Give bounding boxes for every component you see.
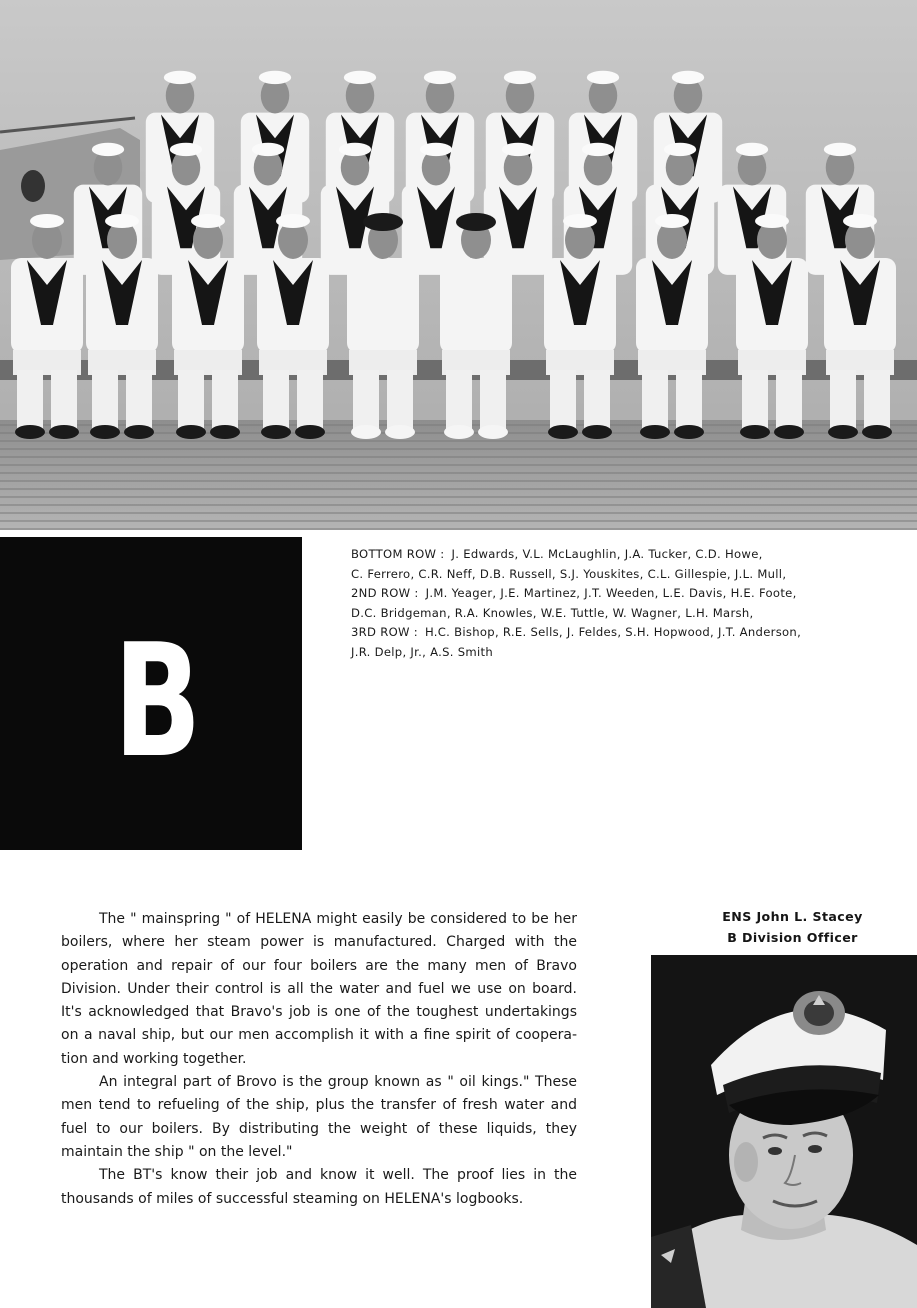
cap-badge-icon — [793, 991, 845, 1035]
shoe — [124, 425, 154, 439]
dixie-cup-hat — [170, 143, 202, 156]
row-names: J.R. Delp, Jr., A.S. Smith — [351, 644, 494, 659]
division-description — [61, 908, 577, 1211]
trouser-leg — [51, 370, 77, 430]
dixie-cup-hat — [504, 71, 536, 84]
dixie-cup-hat — [824, 143, 856, 156]
officer-portrait — [651, 955, 917, 1308]
officer-name: ENS John L. Stacey — [722, 909, 863, 924]
row-label: 2ND ROW : — [351, 586, 419, 601]
officer-portrait-drawing — [651, 955, 917, 1308]
dixie-cup-hat — [843, 214, 877, 228]
dixie-cup-hat — [105, 214, 139, 228]
dixie-cup-hat — [587, 71, 619, 84]
shoe — [385, 425, 415, 439]
trouser-leg — [446, 370, 472, 430]
white-jumper — [347, 258, 419, 353]
shoe — [548, 425, 578, 439]
trouser-leg — [387, 370, 413, 430]
dixie-cup-hat — [755, 214, 789, 228]
officer-cap — [456, 213, 496, 231]
dixie-cup-hat — [164, 71, 196, 84]
trouser-leg — [92, 370, 118, 430]
division-group-photo — [0, 0, 917, 530]
shoe — [261, 425, 291, 439]
trouser-leg — [17, 370, 43, 430]
row-names: J.M. Yeager, J.E. Martinez, J.T. Weeden, L.E. Davis, H.E. Foote, — [425, 586, 797, 601]
row-label: 3RD ROW : — [351, 625, 418, 640]
dixie-cup-hat — [502, 143, 534, 156]
division-letter-block — [0, 537, 302, 850]
shoe — [674, 425, 704, 439]
paragraph-boiler-techs: The BT's know their job and know it well. The proof lies in the thousands of miles of successful steaming on HELENA's logbooks. — [61, 1167, 577, 1207]
trouser-leg — [742, 370, 768, 430]
trouser-leg — [584, 370, 610, 430]
shoe — [444, 425, 474, 439]
dixie-cup-hat — [736, 143, 768, 156]
officer-cap — [363, 213, 403, 231]
division-letter: B — [113, 610, 202, 792]
shoe — [351, 425, 381, 439]
caption-line — [351, 565, 871, 585]
shoe — [90, 425, 120, 439]
dixie-cup-hat — [563, 214, 597, 228]
dixie-cup-hat — [672, 71, 704, 84]
shoe — [295, 425, 325, 439]
shoe — [828, 425, 858, 439]
trouser-leg — [263, 370, 289, 430]
caption-line — [351, 584, 871, 604]
dixie-cup-hat — [664, 143, 696, 156]
eye-left — [768, 1147, 782, 1155]
trouser-leg — [126, 370, 152, 430]
trouser-leg — [864, 370, 890, 430]
trouser-leg — [642, 370, 668, 430]
shoe — [210, 425, 240, 439]
shoe — [862, 425, 892, 439]
row-label: BOTTOM ROW : — [351, 547, 445, 561]
shoe — [15, 425, 45, 439]
officer-title: B Division Officer — [727, 930, 858, 945]
caption-line — [351, 545, 871, 565]
dixie-cup-hat — [191, 214, 225, 228]
dixie-cup-hat — [424, 71, 456, 84]
row-names: D.C. Bridgeman, R.A. Knowles, W.E. Tuttle, W. Wagner, L.H. Marsh, — [351, 605, 754, 620]
trouser-leg — [353, 370, 379, 430]
shoe — [176, 425, 206, 439]
shoe — [774, 425, 804, 439]
porthole — [21, 170, 45, 202]
group-photo-drawing — [0, 0, 917, 530]
photo-caption — [351, 545, 871, 663]
shoe — [478, 425, 508, 439]
row-names: H.C. Bishop, R.E. Sells, J. Feldes, S.H. Hopwood, J.T. Anderson, — [424, 625, 802, 640]
row-names: C. Ferrero, C.R. Neff, D.B. Russell, S.J. Youskites, C.L. Gillespie, J.L. Mull, — [351, 566, 787, 581]
dixie-cup-hat — [252, 143, 284, 156]
dixie-cup-hat — [30, 214, 64, 228]
paragraph-mainspring: The " mainspring " of HELENA might easily be considered to be her boilers, where her steam power is manufactured. Charged with the operation and repair of our four boilers are the many men of Bravo Division. Under their control is all the water and fuel we use on board. It's acknowledged that Bravo's job is one of the toughest undertakings on a naval ship, but our men accomplish it with a fine spirit of cooperation and working together. — [61, 911, 577, 1067]
trouser-leg — [178, 370, 204, 430]
dixie-cup-hat — [259, 71, 291, 84]
shoe — [740, 425, 770, 439]
dixie-cup-hat — [582, 143, 614, 156]
dixie-cup-hat — [420, 143, 452, 156]
shoe — [640, 425, 670, 439]
caption-line — [351, 604, 871, 624]
paragraph-oil-kings: An integral part of Brovo is the group known as " oil kings." These men tend to refueling of the ship, plus the transfer of fresh water and fuel to our boilers. By distributing the weight of these liquids, they maintain the ship " on the level." — [61, 1074, 577, 1160]
dixie-cup-hat — [276, 214, 310, 228]
trouser-leg — [550, 370, 576, 430]
trouser-leg — [676, 370, 702, 430]
ear — [734, 1142, 758, 1182]
shoe — [582, 425, 612, 439]
officer-caption — [700, 906, 885, 948]
trouser-leg — [297, 370, 323, 430]
trouser-leg — [480, 370, 506, 430]
trouser-leg — [776, 370, 802, 430]
white-jumper — [440, 258, 512, 353]
dixie-cup-hat — [92, 143, 124, 156]
dixie-cup-hat — [339, 143, 371, 156]
eye-right — [808, 1145, 822, 1153]
dixie-cup-hat — [655, 214, 689, 228]
dixie-cup-hat — [344, 71, 376, 84]
caption-line — [351, 643, 871, 663]
caption-line — [351, 623, 871, 643]
row-names: J. Edwards, V.L. McLaughlin, J.A. Tucker, C.D. Howe, — [451, 547, 763, 561]
shoe — [49, 425, 79, 439]
trouser-leg — [830, 370, 856, 430]
trouser-leg — [212, 370, 238, 430]
